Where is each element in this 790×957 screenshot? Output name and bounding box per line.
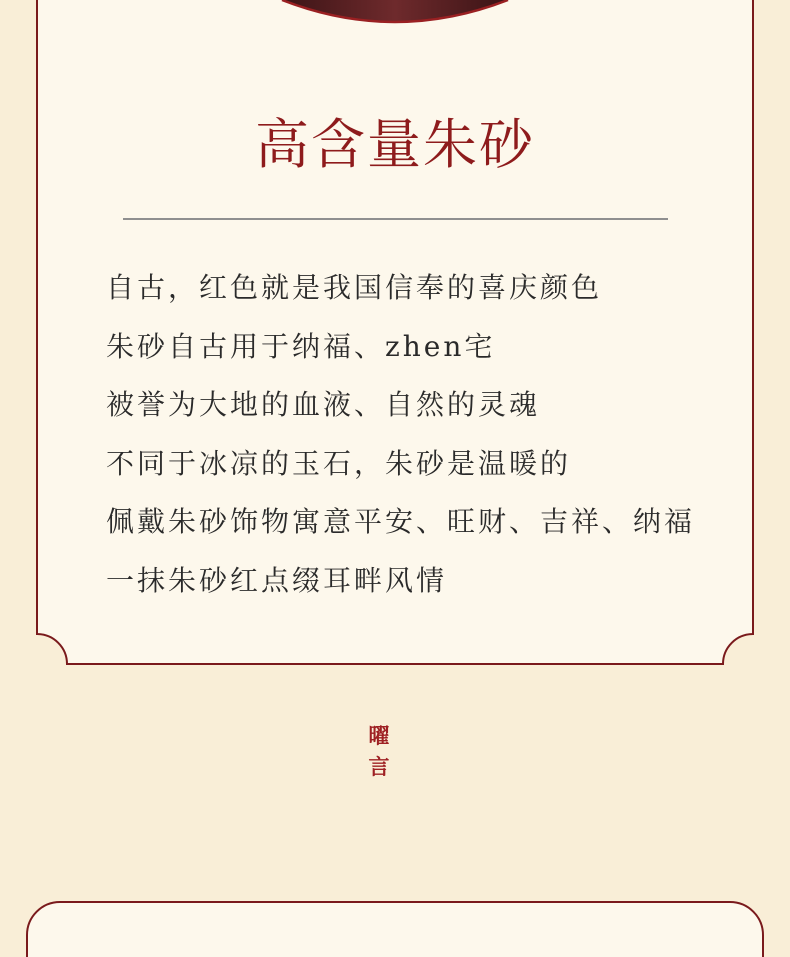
description-list: [106, 265, 746, 617]
lower-card-border: [27, 902, 763, 957]
seal-char: 言: [368, 754, 390, 779]
seal-char: 曜: [368, 723, 390, 748]
description-line: 朱砂自古用于纳福、zhen宅: [106, 329, 496, 363]
description-line: 不同于冰凉的玉石，朱砂是温暖的: [106, 446, 572, 480]
description-line: 自古，红色就是我国信奉的喜庆颜色: [106, 271, 603, 304]
description-line: 被誉为大地的血液、自然的灵魂: [106, 388, 541, 422]
title-divider: [123, 218, 668, 220]
brand-seal: [361, 720, 397, 782]
section-title: 高含量朱砂: [255, 113, 535, 176]
product-image-bottom: [0, 0, 790, 30]
description-line: 一抹朱砂红点缀耳畔风情: [106, 563, 448, 597]
description-line: 佩戴朱砂饰物寓意平安、旺财、吉祥、纳福: [106, 505, 696, 539]
